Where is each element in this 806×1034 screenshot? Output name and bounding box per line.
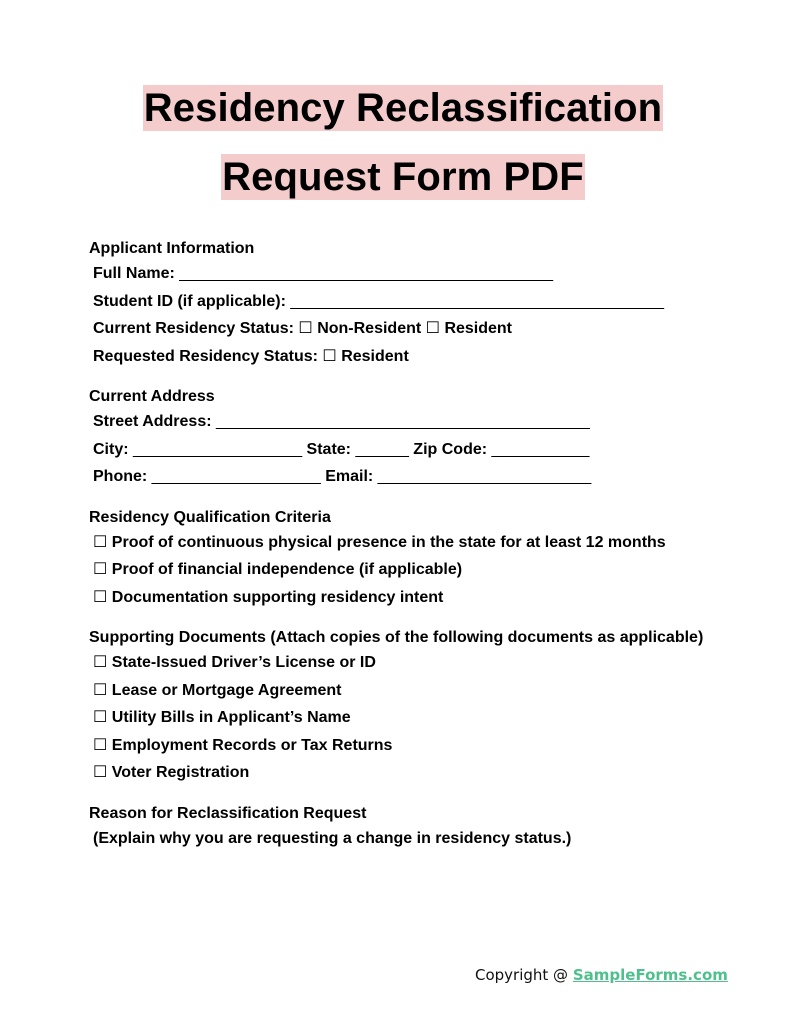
city-blank[interactable]: ___________________ — [133, 440, 303, 458]
current-address-section — [89, 386, 769, 491]
document-item-label: State-Issued Driver’s License or ID — [111, 654, 376, 671]
supporting-documents-section — [89, 627, 769, 787]
zip-label: Zip Code: — [413, 440, 488, 458]
reason-instruction: (Explain why you are requesting a change in residency status.) — [93, 829, 572, 847]
checkbox-icon[interactable]: ☐ — [93, 709, 108, 726]
phone-blank[interactable]: ___________________ — [151, 468, 321, 485]
section-heading: Supporting Documents (Attach copies of the following documents as applicable) — [89, 629, 704, 646]
copyright-footer — [475, 966, 728, 984]
form-body — [89, 238, 769, 868]
document-item[interactable] — [89, 677, 769, 705]
current-residency-status — [89, 315, 769, 343]
checkbox-icon[interactable]: ☐ — [298, 320, 313, 337]
document-item[interactable] — [89, 759, 769, 787]
reason-section — [89, 803, 769, 852]
document-item-label: Employment Records or Tax Returns — [111, 736, 393, 754]
requested-status-label: Requested Residency Status: — [93, 347, 318, 365]
criteria-item-label: Proof of continuous physical presence in the state for at least 12 months — [111, 533, 666, 551]
document-item-label: Voter Registration — [111, 764, 250, 781]
city-state-zip-row — [89, 436, 769, 464]
checkbox-icon[interactable]: ☐ — [93, 681, 108, 699]
qualification-criteria-section — [89, 507, 769, 612]
criteria-item-label: Proof of financial independence (if applicable) — [111, 561, 463, 578]
state-blank[interactable]: ______ — [355, 440, 409, 458]
state-label: State: — [306, 440, 351, 458]
option-non-resident: Non-Resident — [317, 320, 422, 337]
city-label: City: — [93, 440, 129, 458]
current-status-label: Current Residency Status: — [93, 320, 294, 337]
title-line-1-wrap — [0, 85, 806, 131]
checkbox-icon[interactable]: ☐ — [93, 533, 108, 551]
document-title-line-2: Request Form PDF — [222, 155, 584, 199]
section-heading: Reason for Reclassification Request — [89, 804, 367, 822]
checkbox-icon[interactable]: ☐ — [93, 588, 108, 606]
sampleforms-link[interactable]: SampleForms.com — [572, 966, 728, 984]
full-name-field[interactable] — [89, 260, 769, 288]
copyright-text: Copyright @ — [475, 966, 573, 984]
email-label: Email: — [325, 468, 374, 485]
checkbox-icon[interactable]: ☐ — [425, 320, 440, 337]
title-line-2-wrap — [0, 154, 806, 200]
criteria-item[interactable] — [89, 584, 769, 612]
phone-label: Phone: — [93, 468, 148, 485]
applicant-information-section — [89, 238, 769, 370]
phone-email-row — [89, 463, 769, 491]
street-address-field[interactable] — [89, 408, 769, 436]
document-item[interactable] — [89, 649, 769, 677]
document-title-line-1: Residency Reclassification — [143, 86, 663, 130]
checkbox-icon[interactable]: ☐ — [322, 347, 337, 365]
full-name-label: Full Name: — [93, 265, 175, 282]
document-item[interactable] — [89, 732, 769, 760]
email-blank[interactable]: ________________________ — [377, 468, 592, 485]
full-name-blank[interactable]: __________________________________________ — [179, 265, 553, 282]
checkbox-icon[interactable]: ☐ — [93, 764, 108, 781]
street-label: Street Address: — [93, 413, 212, 430]
student-id-field[interactable] — [89, 288, 769, 316]
section-heading: Applicant Information — [89, 240, 255, 257]
document-item-label: Utility Bills in Applicant’s Name — [111, 709, 351, 726]
checkbox-icon[interactable]: ☐ — [93, 736, 108, 754]
section-heading: Current Address — [89, 388, 215, 405]
street-blank[interactable]: __________________________________________ — [216, 413, 590, 430]
checkbox-icon[interactable]: ☐ — [93, 654, 108, 671]
option-resident: Resident — [444, 320, 513, 337]
checkbox-icon[interactable]: ☐ — [93, 561, 108, 578]
section-heading: Residency Qualification Criteria — [89, 508, 331, 526]
document-item[interactable] — [89, 704, 769, 732]
student-id-blank[interactable]: __________________________________________ — [290, 292, 665, 310]
student-id-label: Student ID (if applicable): — [93, 292, 286, 310]
criteria-item[interactable] — [89, 529, 769, 557]
criteria-item[interactable] — [89, 556, 769, 584]
option-resident: Resident — [341, 347, 409, 365]
zip-blank[interactable]: ___________ — [491, 440, 590, 458]
document-item-label: Lease or Mortgage Agreement — [111, 681, 342, 699]
criteria-item-label: Documentation supporting residency intent — [111, 588, 444, 606]
requested-residency-status — [89, 343, 769, 371]
